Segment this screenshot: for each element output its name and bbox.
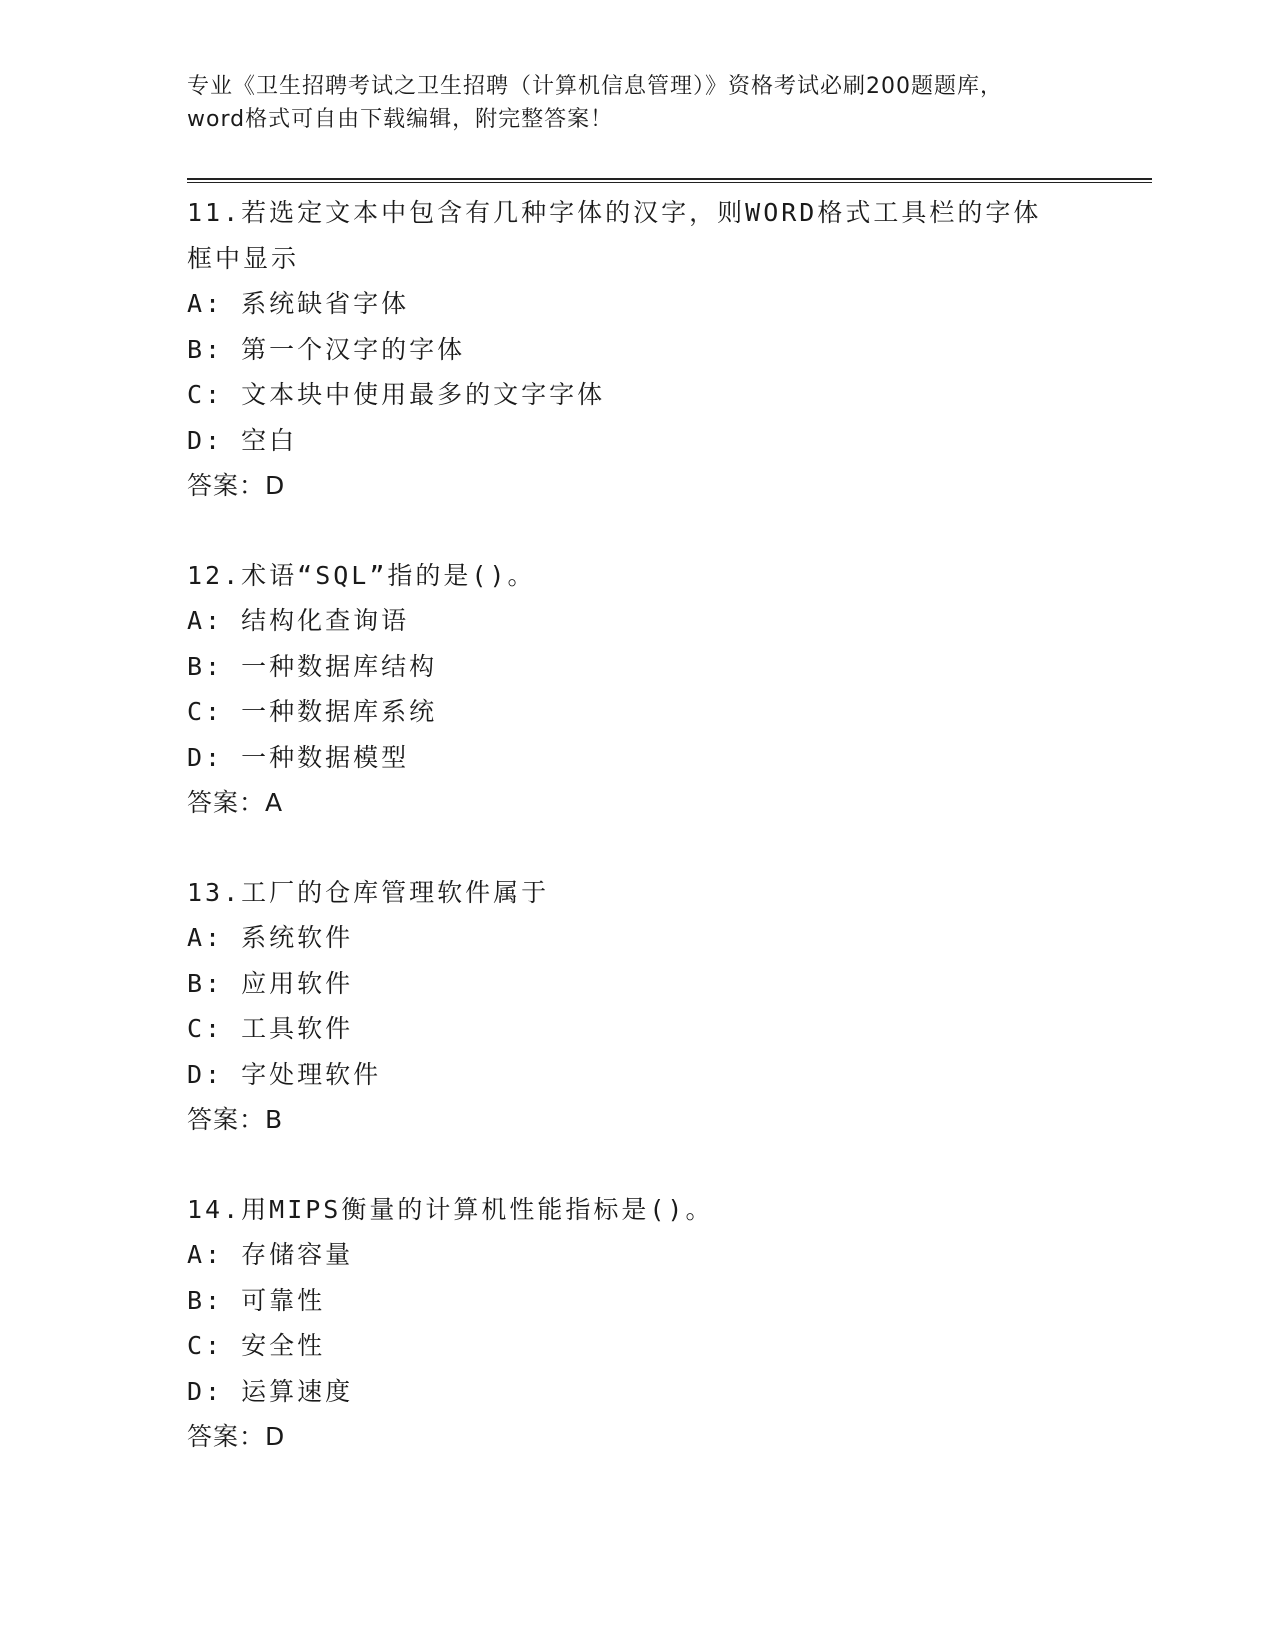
question-12 xyxy=(187,553,1087,826)
question-stem: 14.用MIPS衡量的计算机性能指标是()。 xyxy=(187,1194,714,1224)
option-d: D: 一种数据模型 xyxy=(187,742,410,772)
option-d: D: 字处理软件 xyxy=(187,1059,382,1089)
option-a: A: 存储容量 xyxy=(187,1240,354,1269)
option-d: D: 空白 xyxy=(187,425,298,455)
option-d: D: 运算速度 xyxy=(187,1376,354,1406)
header-divider xyxy=(187,178,1152,183)
document-header xyxy=(187,70,1087,136)
option-b: B: 应用软件 xyxy=(187,968,354,998)
answer: 答案：A xyxy=(187,788,284,817)
question-list xyxy=(187,190,1087,1504)
option-a: A: 结构化查询语 xyxy=(187,606,410,635)
answer: 答案：D xyxy=(187,1422,286,1451)
question-14 xyxy=(187,1187,1087,1460)
question-13 xyxy=(187,870,1087,1143)
option-c: C: 一种数据库系统 xyxy=(187,697,438,726)
option-c: C: 工具软件 xyxy=(187,1014,354,1043)
answer: 答案：D xyxy=(187,471,286,500)
question-11 xyxy=(187,190,1087,509)
answer: 答案：B xyxy=(187,1105,284,1134)
header-line-2: word格式可自由下载编辑，附完整答案！ xyxy=(187,107,614,132)
option-b: B: 可靠性 xyxy=(187,1285,326,1315)
option-c: C: 文本块中使用最多的文字字体 xyxy=(187,380,606,409)
header-line-1: 专业《卫生招聘考试之卫生招聘（计算机信息管理）》资格考试必刷200题题库， xyxy=(187,74,1003,99)
option-b: B: 第一个汉字的字体 xyxy=(187,334,466,364)
question-stem: 12.术语“SQL”指的是()。 xyxy=(187,560,536,590)
question-stem: 11.若选定文本中包含有几种字体的汉字，则WORD格式工具栏的字体框中显示 xyxy=(187,198,1042,273)
option-a: A: 系统缺省字体 xyxy=(187,289,410,318)
option-a: A: 系统软件 xyxy=(187,923,354,952)
option-c: C: 安全性 xyxy=(187,1331,326,1360)
question-stem: 13.工厂的仓库管理软件属于 xyxy=(187,877,550,907)
option-b: B: 一种数据库结构 xyxy=(187,651,438,681)
